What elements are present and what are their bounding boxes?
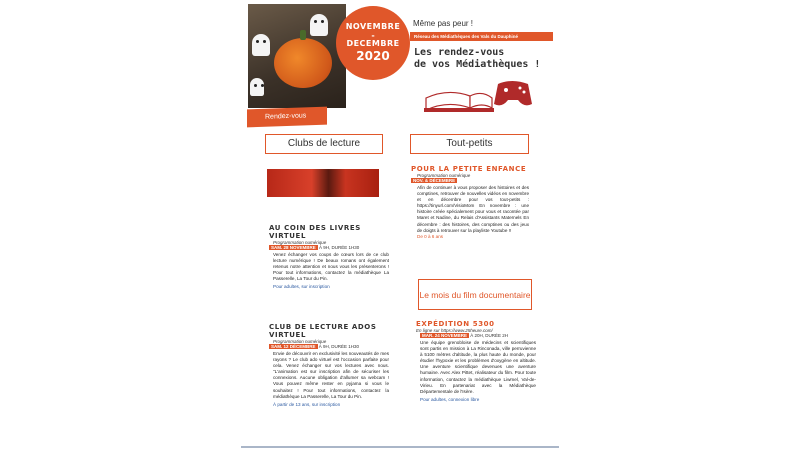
section-body: Une équipe grenobloise de médecins et scientifiques sont partis en mission à La Rinconada, ville perruvienne à 5100 mètres d'altitude, la plus haute du monde, pour étudier l'hypoxie et les problèmes d'oxygène en altitude. Une aventure scientifique devenues une aventure humaine. Avec Alex Pittet, réalisateur du film. Pour toute information, contactez la médiathèque Liwmel, Val-de-Virieu. En partenariat avec la Médiathèque Départementale de l'Isère. xyxy=(420,340,536,394)
section-body: Afin de continuer à vous proposer des histoires et des comptines, retrouver de nouvelles vidéos en novembre et en décembre pour vos tout-petits : https://tinyurl.com/VisioMom En novembre : une histoire créée spécialement pour vous et racontée par Maret et Nadine, du Relais d'Assistants Maternels En décembre : des histoires, des comptines ou des jeux de doigts à retrouver sur la playliste Youtube !! xyxy=(417,185,529,233)
expedition-section xyxy=(416,320,536,402)
page-footer-rule xyxy=(241,446,559,448)
section-title: POUR LA PETITE ENFANCE xyxy=(411,165,527,173)
age-range: De 0 à 6 ans xyxy=(417,233,444,239)
pumpkin-photo xyxy=(248,4,346,108)
audience-note: Pour adultes, sur inscription xyxy=(273,284,330,290)
pumpkin-icon xyxy=(274,38,332,88)
section-date: NOV. & DÉCEMBRE xyxy=(413,178,456,183)
headline: Les rendez-vous de vos Médiathèques ! xyxy=(414,47,541,70)
petite-enfance-section xyxy=(411,165,535,239)
coin-livres-section xyxy=(269,224,389,289)
section-subtitle: Programmation numérique xyxy=(417,173,471,178)
section-title: CLUB DE LECTURE ADOS VIRTUEL xyxy=(269,323,377,339)
section-date: MAR. 24 NOVEMBRE À 20H, DURÉE 2H xyxy=(422,333,509,338)
ghost-icon xyxy=(252,34,270,56)
section-subtitle: Programmation numérique xyxy=(273,240,327,245)
clubs-heading: Clubs de lecture xyxy=(265,134,383,154)
books-and-gamepad-icon xyxy=(420,74,540,116)
audience-note: À partir de 13 ans, sur inscription xyxy=(273,401,341,407)
regular-events-ribbon: Rendez-vous réguliers xyxy=(247,107,327,128)
section-title: EXPÉDITION 5300 xyxy=(416,320,495,328)
section-body: Venez échanger vos coups de cœurs lors de ce club lecture numérique ! De beaux romans ont également retenus notre attention et nous vous les présenterons ! Pour tout informations, contactez la médiathèque La Passerelle, La Tour du Pin. xyxy=(273,252,389,282)
audience-note: Pour adultes, connexion libre xyxy=(420,396,480,402)
club-ados-section xyxy=(269,323,389,407)
film-doc-box: Le mois du film documentaire xyxy=(418,279,532,310)
section-title: AU COIN DES LIVRES VIRTUEL xyxy=(269,224,361,240)
reading-club-photo xyxy=(267,169,379,197)
section-date: SAM. 12 DÉCEMBRE À 9H, DURÉE 1H30 xyxy=(271,344,360,349)
ghost-icon xyxy=(310,14,328,36)
section-date: SAM. 28 NOVEMBRE À 9H, DURÉE 1H30 xyxy=(271,245,360,250)
section-body: Envie de découvrir en exclusivité les nouveautés de mes rayons ? Le club ado virtuel est l'occasion parfaite pour cela. Venez échanger sur vos lectures avec nous. "L'animation est sur inscription afin de sécuriser les connexions. Aucune obligation d'allumer sa webcam ! Vous pouvez même rester en pyjama si vous le souhaitez ! Pour tout informations, contactez la médiathèque La Passerelle, La Tour du Pin. xyxy=(273,351,389,399)
tagline: Même pas peur ! xyxy=(413,19,474,28)
date-badge: NOVEMBRE - DECEMBRE 2020 xyxy=(336,6,410,80)
ghost-icon xyxy=(250,78,264,96)
section-subtitle: Programmation numérique xyxy=(273,339,327,344)
toutpetits-heading: Tout-petits xyxy=(410,134,529,154)
section-subtitle: En ligne sur https://www.25heure.com/ xyxy=(416,328,493,333)
network-bar: Réseau des Médiathèques des Vals du Dauphiné xyxy=(410,32,553,41)
